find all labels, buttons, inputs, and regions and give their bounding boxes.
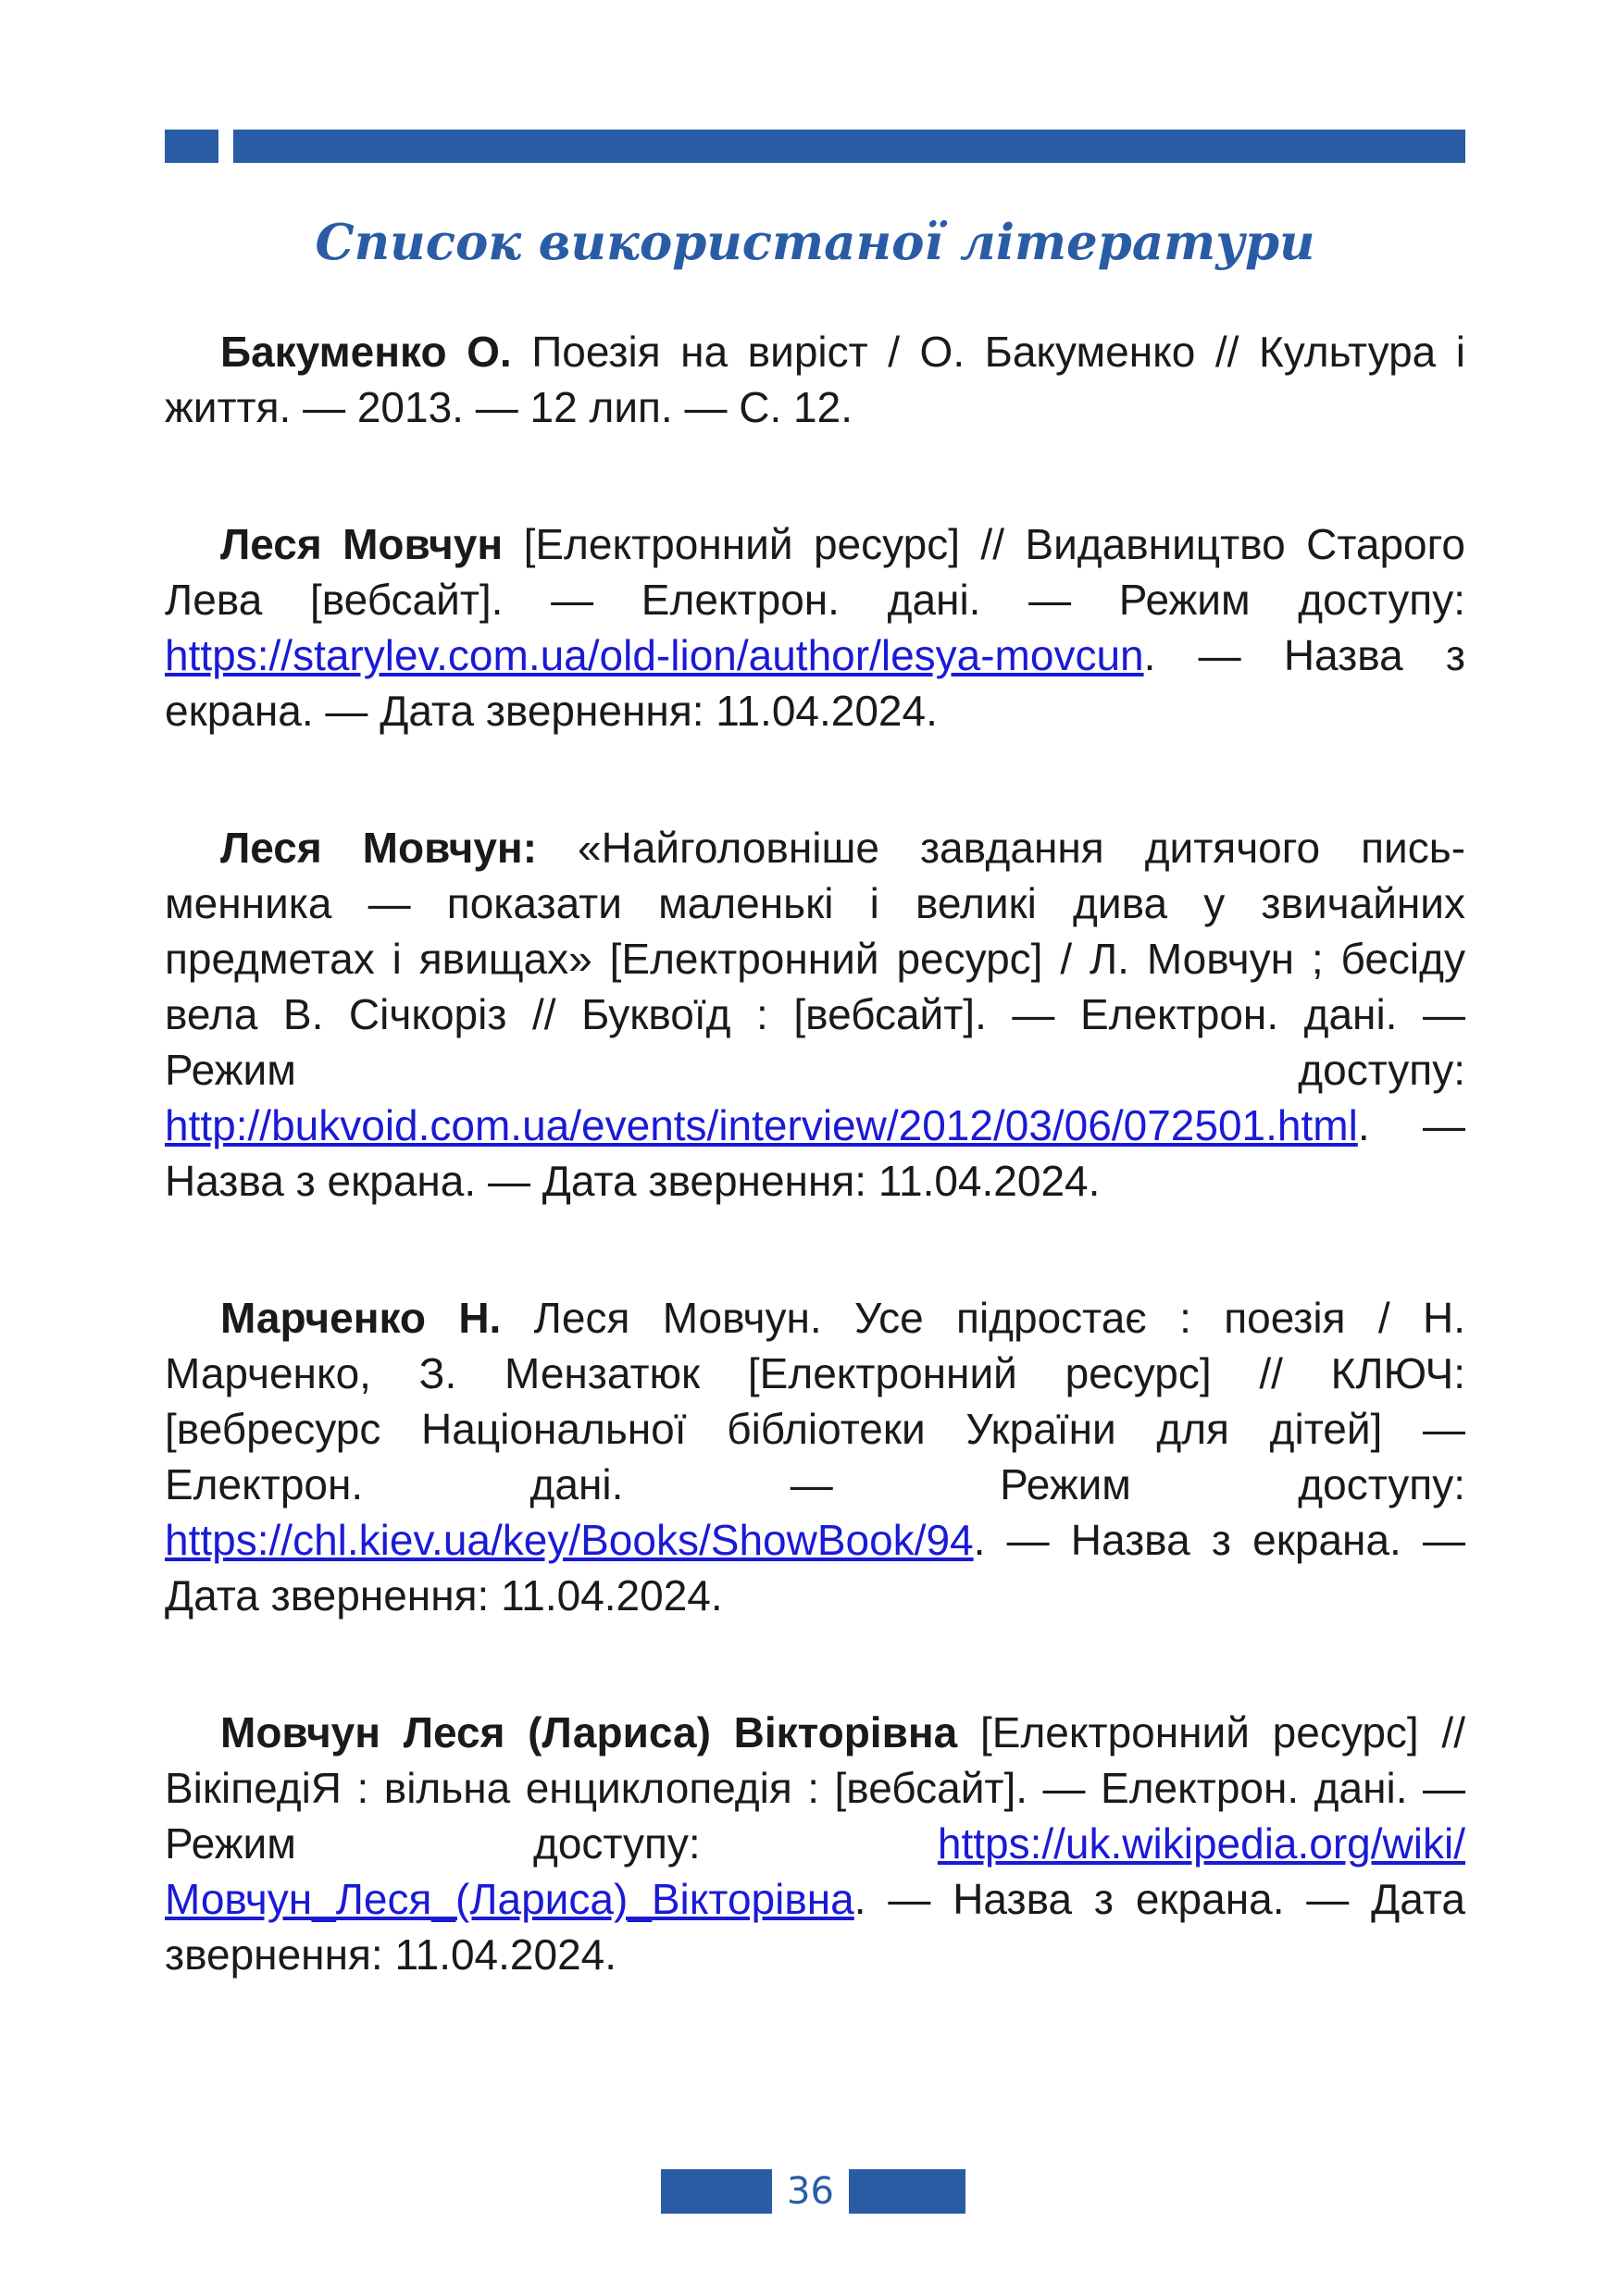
header-decor-bar xyxy=(233,130,1465,163)
page-number: 36 xyxy=(787,2170,834,2213)
reference-author: Бакуменко О. xyxy=(220,328,512,376)
reference-text: «Найголовніше завдання дитячого письменника — показати маленькі і великі дива у звичайних предметах і явищах» [Електронний ресурс] / Л. Мовчун ; бесіду вела В. Січкоріз // Буквоїд : [вебсайт]. — Електрон. дані. — Режим доступу: xyxy=(165,824,1466,1094)
reference-text-tail: . — Назва з екрана. — Дата звернення: 11.04.2024. xyxy=(165,1875,1465,1979)
reference-link[interactable]: https://uk.wikipedia.org/wiki/Мовчун_Леся_(Лариса)_Вікторівна xyxy=(165,1819,1465,1923)
reference-author: Леся Мовчун: xyxy=(220,824,538,872)
reference-author: Леся Мовчун xyxy=(220,520,504,568)
reference-item xyxy=(165,516,1465,738)
page-title: Список використаної літератури xyxy=(315,214,1315,271)
reference-author: Мовчун Леся (Лариса) Вікторівна xyxy=(220,1708,958,1756)
reference-link[interactable]: http://bukvoid.com.ua/events/interview/2012/03/06/072501.html xyxy=(165,1101,1358,1149)
reference-text: Леся Мовчун. Усе підростає : поезія / Н. Марченко, З. Мензатюк [Електронний ресурс] // КЛЮЧ: [вебресурс Національної бібліотеки України для дітей] — Електрон. дані. — Режим доступу: xyxy=(165,1294,1465,1508)
reference-item xyxy=(165,1290,1465,1623)
reference-text: [Електронний ресурс] // ВікіпедіЯ : вільна енциклопедія : [вебсайт]. — Електрон. дані. — Режим доступу: xyxy=(165,1708,1465,1868)
reference-text: [Електронний ресурс] // Видавництво Старого Лева [вебсайт]. — Електрон. дані. — Режим доступу: xyxy=(165,520,1465,624)
reference-text-tail: . — Назва з екрана. — Дата звернення: 11.04.2024. xyxy=(165,1516,1465,1620)
reference-author: Марченко Н. xyxy=(220,1294,502,1342)
reference-item xyxy=(165,1705,1465,1982)
header-decor-small xyxy=(165,130,218,163)
reference-item xyxy=(165,820,1465,1209)
reference-text: Поезія на виріст / О. Бакуменко // Культура і життя. — 2013. — 12 лип. — С. 12. xyxy=(165,328,1465,431)
reference-link[interactable]: https://chl.kiev.ua/key/Books/ShowBook/94 xyxy=(165,1516,974,1564)
reference-list xyxy=(165,324,1465,2064)
reference-text-tail: . — Назва з екрана. — Дата звернення: 11.04.2024. xyxy=(165,1101,1465,1205)
reference-text-tail: . — Назва з екрана. — Дата звернення: 11.04.2024. xyxy=(165,631,1465,735)
footer-decor-right xyxy=(849,2169,965,2214)
reference-link[interactable]: https://starylev.com.ua/old-lion/author/lesya-movcun xyxy=(165,631,1144,679)
footer-decor-left xyxy=(661,2169,772,2214)
reference-item xyxy=(165,324,1465,435)
